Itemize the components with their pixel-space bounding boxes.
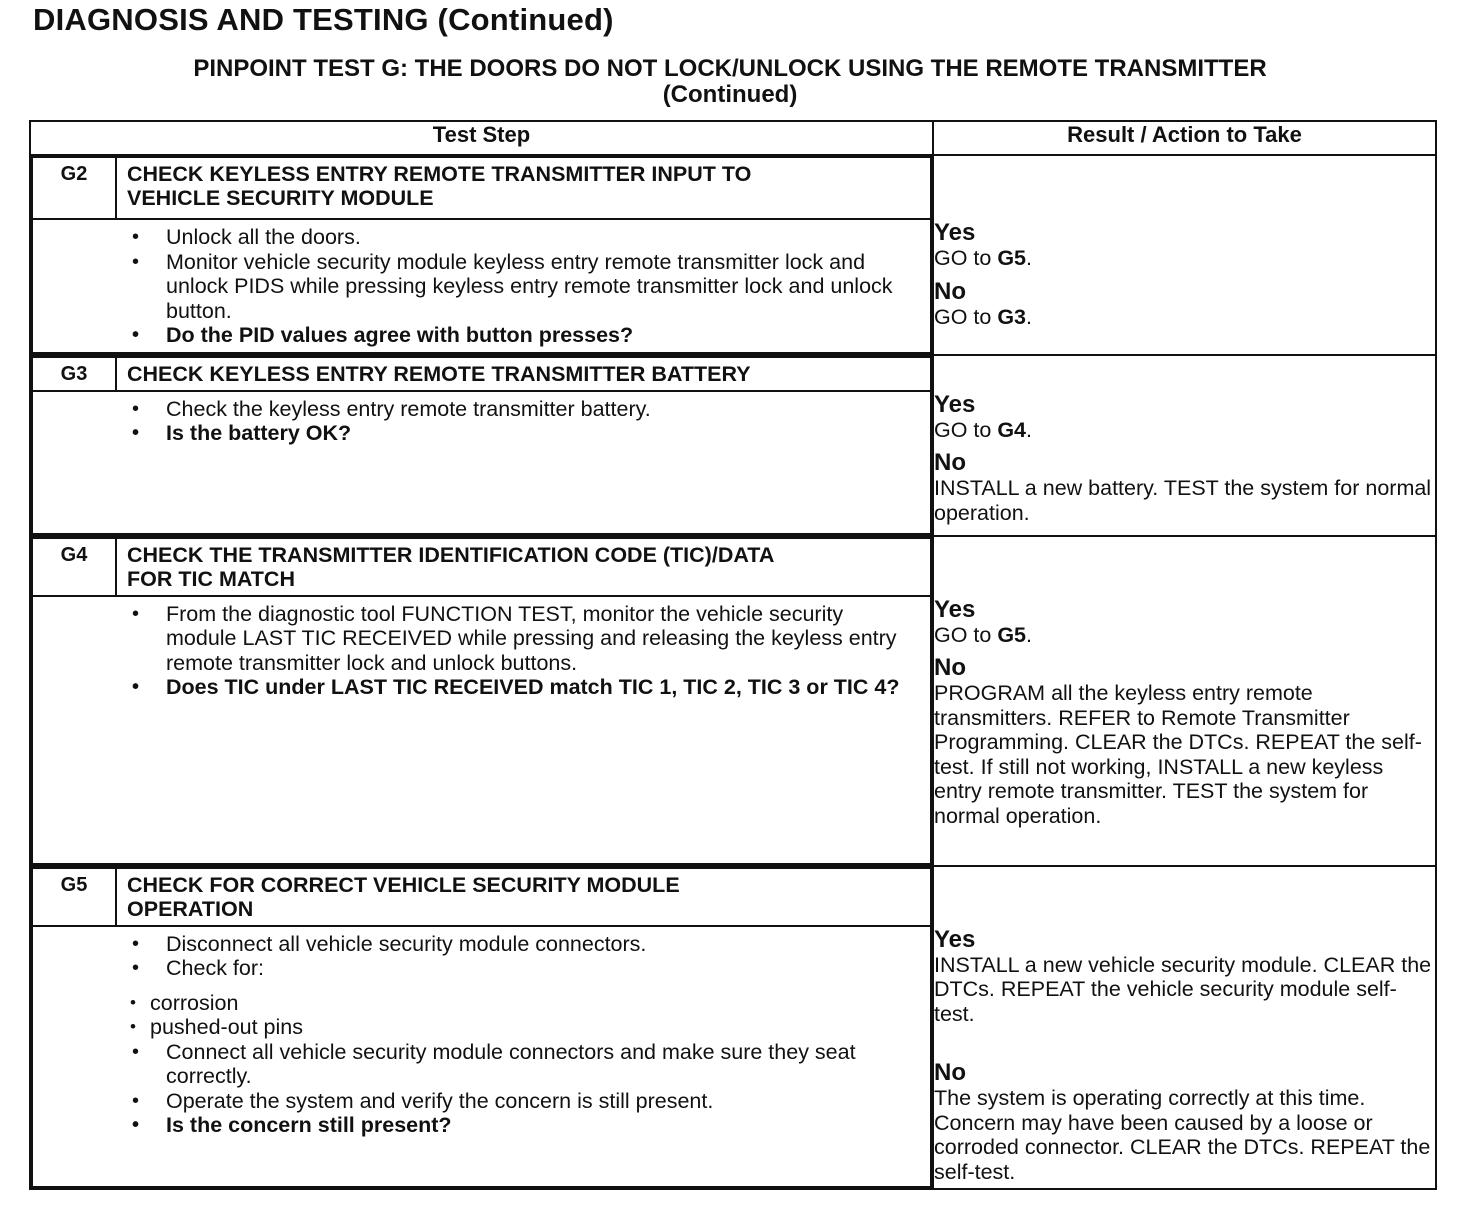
step-title [116,538,931,596]
no-action: The system is operating correctly at this time. Concern may have been caused by a loose or corroded connector. CLEAR the DTCs. REPEAT the self-test. [934,1086,1431,1184]
instruction-item: • Disconnect all vehicle security module connectors. [128,932,910,957]
sub-item: • corrosion [130,991,910,1016]
yes-action: GO to G5. [934,622,1032,647]
test-title-line-2: (Continued) [662,81,798,108]
step-id: G4 [32,538,116,596]
sub-item: • pushed-out pins [130,1015,910,1040]
test-title-line-1: PINPOINT TEST G: THE DOORS DO NOT LOCK/UNLOCK USING THE REMOTE TRANSMITTER [193,55,1267,82]
no-action: INSTALL a new battery. TEST the system for normal operation. [934,476,1432,525]
step-title-line: VEHICLE SECURITY MODULE [127,186,434,210]
result-block [934,927,1435,1185]
yes-action: GO to G5. [934,246,1032,270]
step-title-line: OPERATION [127,896,254,921]
pinpoint-test-title [40,56,1420,108]
step-row-g5 [30,866,1436,1190]
instruction-text: Check for: [166,956,264,980]
instruction-item: • From the diagnostic tool FUNCTION TEST, monitor the vehicle security module LAST TIC RECEIVED while pressing and releasing the keyless entry remote transmitter lock and unlock buttons. [128,602,910,676]
no-action: GO to G3. [934,304,1032,329]
step-row-g4 [30,536,1436,866]
question-item: • Does TIC under LAST TIC RECEIVED match TIC 1, TIC 2, TIC 3 or TIC 4? [128,675,910,700]
result-block [934,220,1435,329]
yes-action: INSTALL a new vehicle security module. CLEAR the DTCs. REPEAT the vehicle security module self-test. [934,952,1432,1026]
step-title-line: CHECK KEYLESS ENTRY REMOTE TRANSMITTER INPUT TO [127,162,752,186]
step-title-line: CHECK FOR CORRECT VEHICLE SECURITY MODULE [127,872,680,897]
step-instructions [128,225,910,348]
sub-checklist [130,991,910,1040]
step-title-line: CHECK THE TRANSMITTER IDENTIFICATION CODE (TIC)/DATA [127,542,775,567]
instruction-item [128,956,910,1040]
step-instructions [128,602,910,700]
yes-label: Yes [934,595,976,623]
yes-action: GO to G4. [934,417,1032,442]
pinpoint-test-table [29,120,1437,1190]
step-instructions [128,932,910,1138]
instruction-item: • Operate the system and verify the concern is still present. [128,1089,910,1114]
step-row-g3 [30,355,1436,536]
column-header-result: Result / Action to Take [933,121,1436,155]
yes-label: Yes [934,390,976,418]
no-label: No [934,1059,966,1086]
step-title-line: FOR TIC MATCH [127,566,295,591]
instruction-item: • Unlock all the doors. [128,225,910,250]
instruction-item: • Check the keyless entry remote transmitter battery. [128,397,910,422]
step-title [116,357,931,391]
instruction-item: • Connect all vehicle security module connectors and make sure they seat correctly. [128,1040,910,1089]
result-block [934,597,1435,829]
step-title-line: CHECK KEYLESS ENTRY REMOTE TRANSMITTER BATTERY [127,361,751,386]
column-header-test-step: Test Step [30,121,933,155]
no-label: No [934,654,966,681]
no-label: No [934,449,966,476]
question-item: • Is the battery OK? [128,421,910,446]
step-id: G2 [32,157,116,219]
question-item: • Do the PID values agree with button presses? [128,323,910,348]
step-title [116,868,931,926]
no-action: PROGRAM all the keyless entry remote transmitters. REFER to Remote Transmitter Programming. CLEAR the DTCs. REPEAT the self-test. If still not working, INSTALL a new keyless entry remote transmitter. TEST the system for normal operation. [934,681,1422,828]
step-title [116,157,931,219]
step-id: G5 [32,868,116,926]
step-row-g2 [30,155,1436,355]
yes-label: Yes [934,925,976,953]
result-block [934,392,1435,526]
question-item: • Is the concern still present? [128,1113,910,1138]
page-heading: DIAGNOSIS AND TESTING (Continued) [33,2,614,37]
yes-label: Yes [934,219,976,246]
step-id: G3 [32,357,116,391]
step-instructions [128,397,910,446]
no-label: No [934,277,966,305]
instruction-item: • Monitor vehicle security module keyless entry remote transmitter lock and unlock PIDS while pressing keyless entry remote transmitter lock and unlock button. [128,250,910,324]
